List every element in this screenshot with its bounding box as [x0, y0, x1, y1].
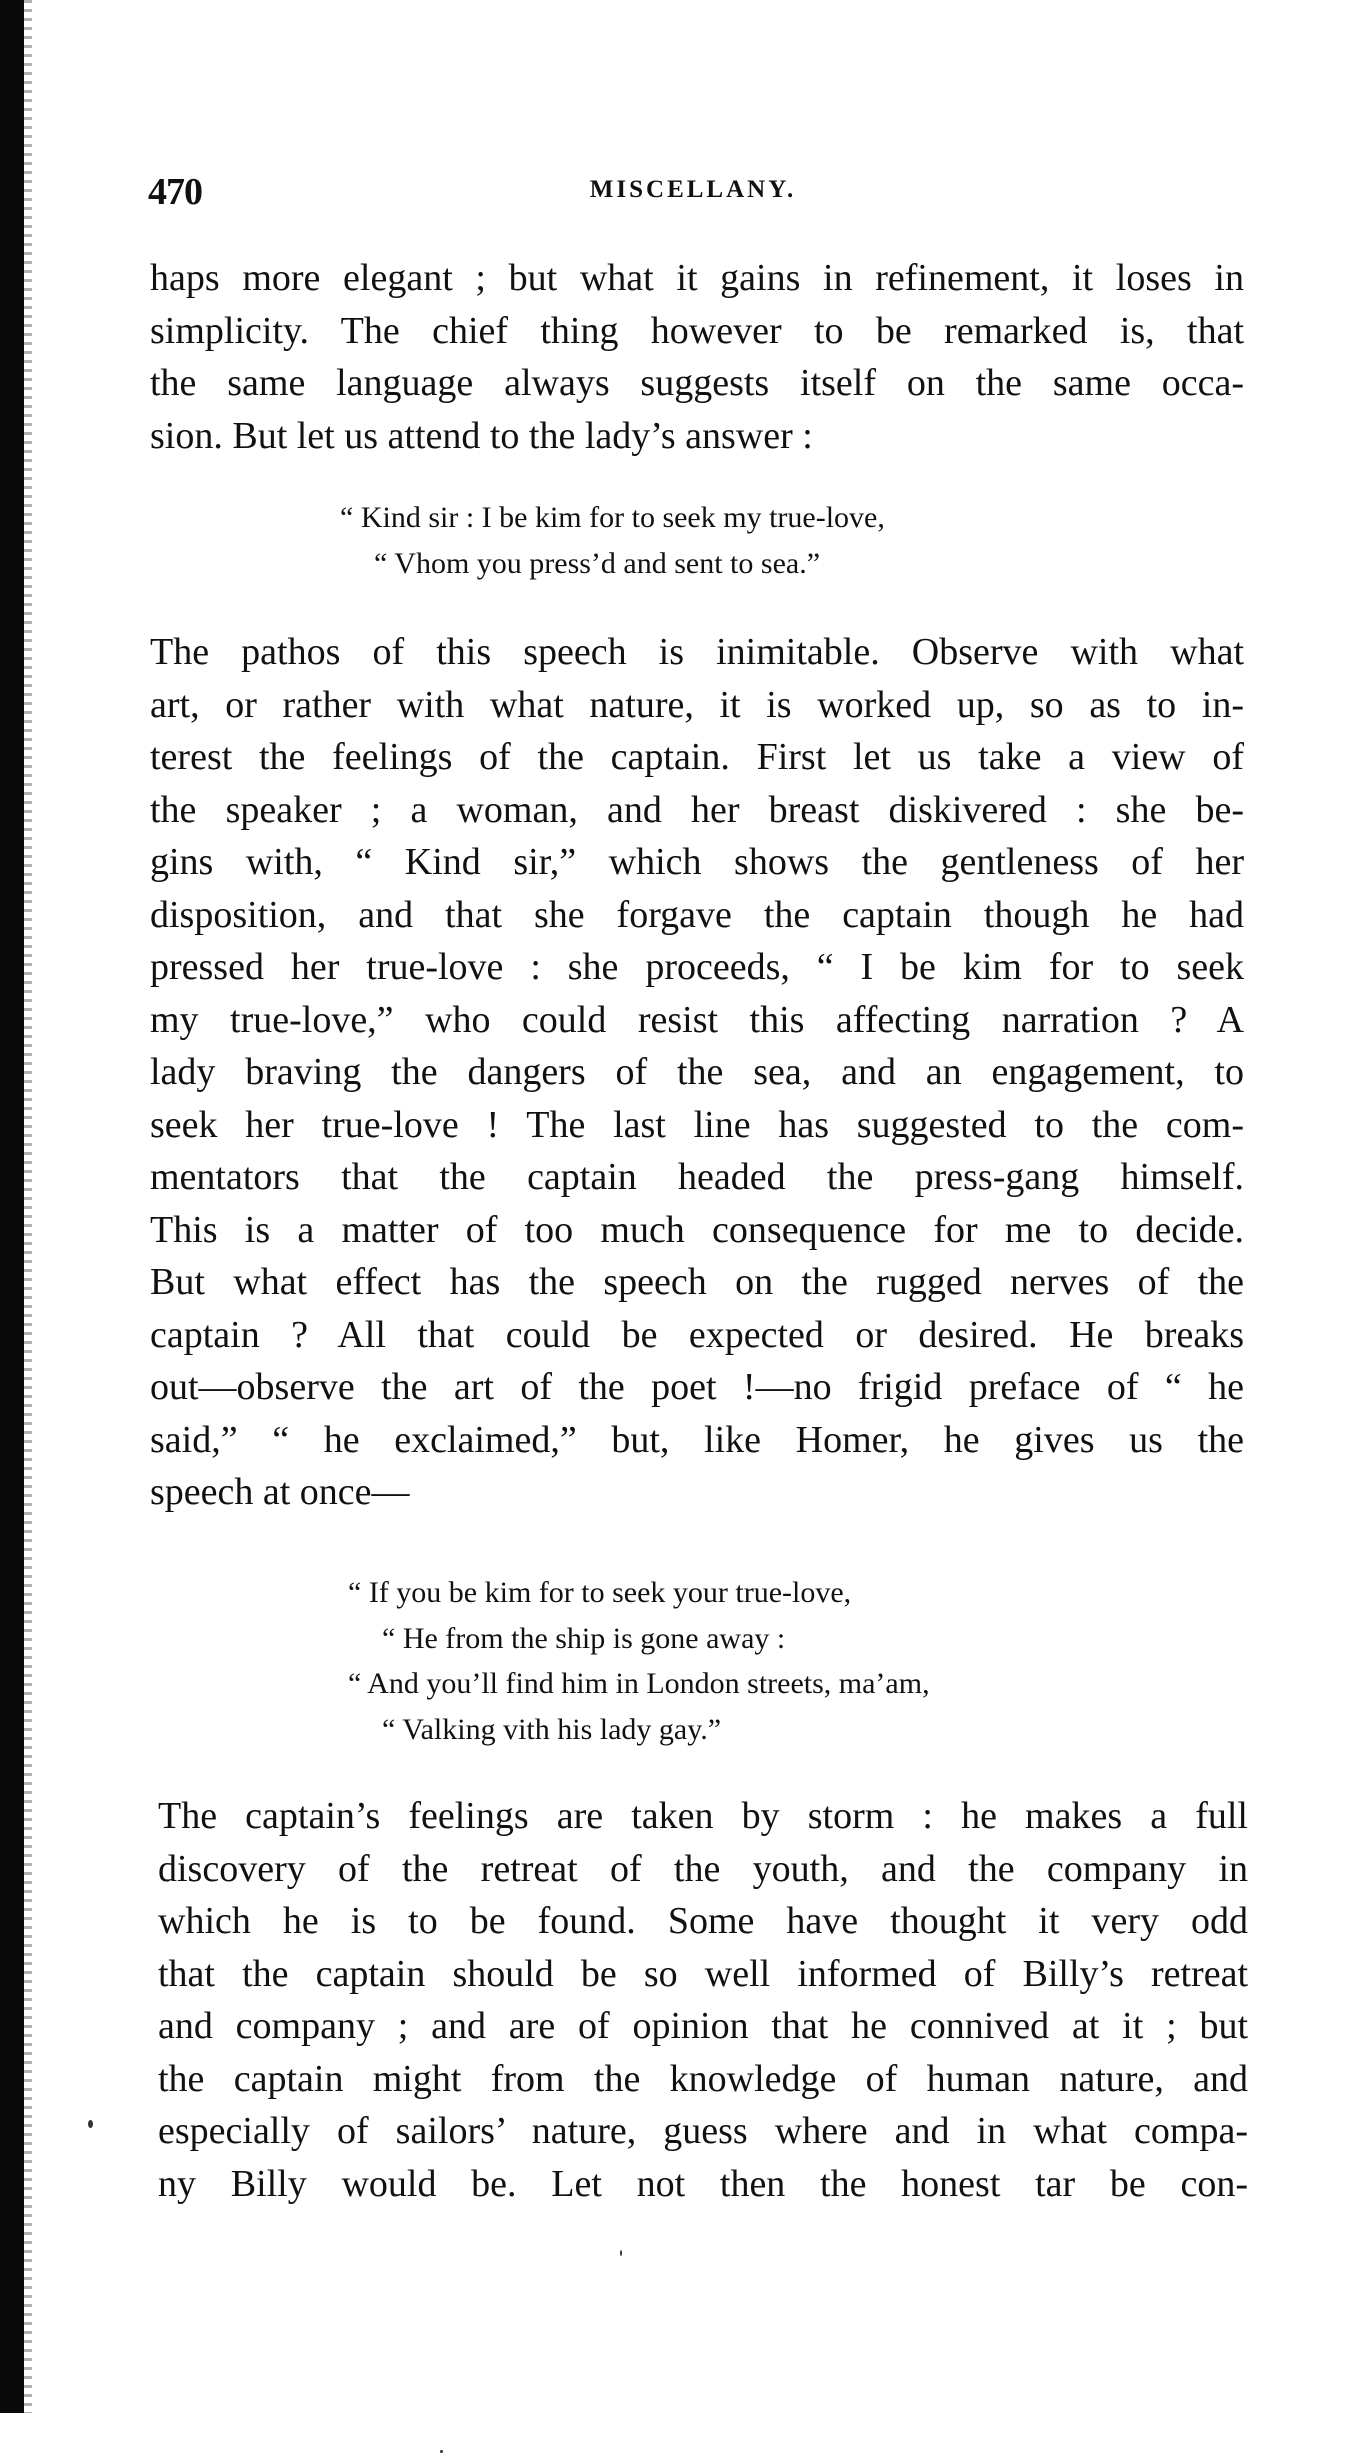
text-line: terest the feelings of the captain. First let us take a view of — [150, 736, 1244, 778]
text-line: haps more elegant ; but what it gains in refinement, it loses in — [150, 257, 1244, 299]
text-line: ny Billy would be. Let not then the honest tar be con- — [158, 2162, 1248, 2205]
text-line: gins with, “ Kind sir,” which shows the gentleness of her — [150, 841, 1244, 883]
paragraph-2 — [150, 626, 1244, 1519]
text-line: lady braving the dangers of the sea, and an engagement, to — [150, 1051, 1244, 1093]
text-line: disposition, and that she forgave the captain though he had — [150, 893, 1244, 936]
text-line: The captain’s feelings are taken by storm : he makes a full — [158, 1795, 1248, 1837]
verse-line: “ He from the ship is gone away : — [382, 1621, 786, 1655]
verse-quote-2 — [348, 1570, 930, 1752]
text-line: The pathos of this speech is inimitable. Observe with what — [150, 631, 1244, 673]
text-line: the captain might from the knowledge of human nature, and — [158, 2057, 1248, 2100]
text-line: This is a matter of too much consequence for me to decide. — [150, 1208, 1244, 1251]
verse-line: “ Kind sir : I be kim for to seek my true-love, — [340, 501, 885, 534]
text-line: said,” “ he exclaimed,” but, like Homer, he gives us the — [150, 1418, 1244, 1461]
paragraph-1 — [150, 252, 1244, 462]
verse-line: “ And you’ll find him in London streets, ma’am, — [348, 1667, 930, 1700]
text-line: that the captain should be so well informed of Billy’s retreat — [158, 1952, 1248, 1995]
text-line: which he is to be found. Some have thought it very odd — [158, 1900, 1248, 1942]
text-line: sion. But let us attend to the lady’s answer : — [150, 414, 813, 457]
text-line: especially of sailors’ nature, guess where and in what compa- — [158, 2110, 1248, 2152]
text-line: simplicity. The chief thing however to be remarked is, that — [150, 309, 1244, 352]
text-line: out—observe the art of the poet !—no frigid preface of “ he — [150, 1366, 1244, 1408]
text-line: and company ; and are of opinion that he connived at it ; but — [158, 2005, 1248, 2047]
text-line: the speaker ; a woman, and her breast diskivered : she be- — [150, 788, 1244, 831]
running-head — [148, 170, 1238, 214]
verse-line: “ Valking vith his lady gay.” — [382, 1712, 722, 1746]
text-line: my true-love,” who could resist this affecting narration ? A — [150, 998, 1244, 1041]
text-line: art, or rather with what nature, it is worked up, so as to in- — [150, 683, 1244, 726]
book-binding-edge — [0, 0, 24, 2413]
text-line: speech at once— — [150, 1471, 410, 1513]
text-line: discovery of the retreat of the youth, and the company in — [158, 1847, 1248, 1890]
paragraph-3 — [158, 1790, 1248, 2210]
text-line: mentators that the captain headed the press-gang himself. — [150, 1156, 1244, 1198]
text-line: captain ? All that could be expected or desired. He breaks — [150, 1313, 1244, 1356]
scan-speck — [88, 2120, 93, 2128]
text-line: pressed her true-love : she proceeds, “ I be kim for to seek — [150, 946, 1244, 988]
text-line: But what effect has the speech on the rugged nerves of the — [150, 1261, 1244, 1303]
page-number: 470 — [148, 171, 202, 213]
verse-line: “ Vhom you press’d and sent to sea.” — [374, 546, 821, 580]
text-line: seek her true-love ! The last line has suggested to the com- — [150, 1103, 1244, 1146]
text-line: the same language always suggests itself on the same occa- — [150, 362, 1244, 404]
verse-quote-1 — [340, 495, 885, 586]
scan-speck — [620, 2250, 622, 2256]
running-title: MISCELLANY. — [589, 176, 797, 203]
verse-line: “ If you be kim for to seek your true-love, — [348, 1576, 852, 1609]
